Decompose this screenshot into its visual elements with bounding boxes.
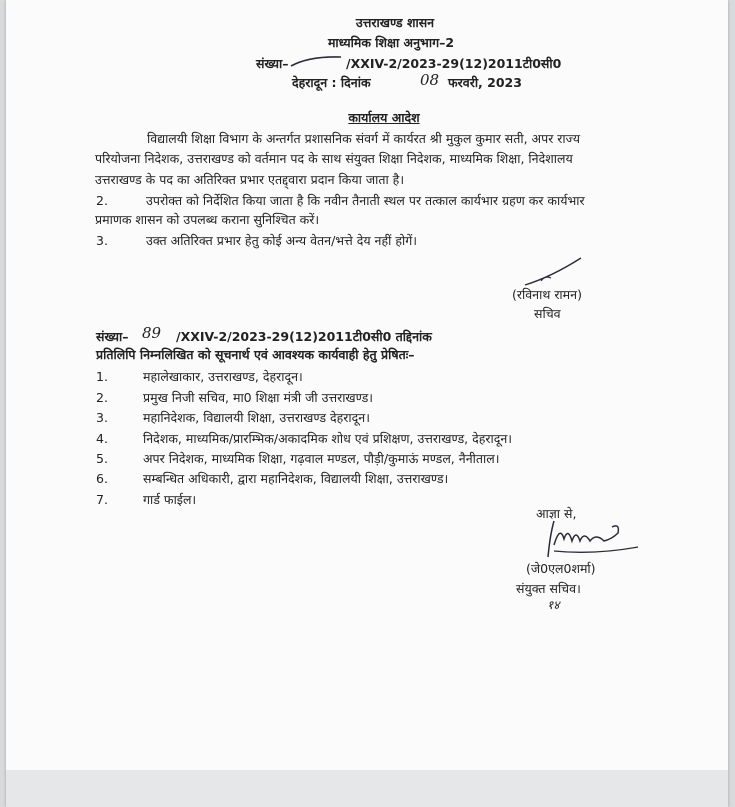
section-heading: माध्यमिक शिक्षा अनुभाग–2 xyxy=(327,35,455,50)
copy-item-number: 7. xyxy=(96,492,108,507)
para1-line2: परियोजना निदेशक, उत्तराखण्ड को वर्तमान पद के साथ संयुक्त शिक्षा निदेशक, माध्यमिक शिक्षा, निदेशालय xyxy=(95,151,573,166)
copy-item-text: निदेशक, माध्यमिक/प्रारम्भिक/अकादमिक शोध एवं प्रशिक्षण, उत्तराखण्ड, देहरादून। xyxy=(143,431,513,446)
copy-ref-label: संख्या– xyxy=(96,329,129,344)
para2-number: 2. xyxy=(96,193,108,208)
copy-ref-code: /XXIV-2/2023-29(12)2011टी0सी0 तद्दिनांक xyxy=(176,329,432,344)
govt-heading: उत्तराखण्ड शासन xyxy=(355,15,435,30)
signatory1-designation: सचिव xyxy=(534,306,561,321)
copy-item-number: 2. xyxy=(96,390,108,405)
page-bottom-shade xyxy=(6,770,728,807)
ref-code: /XXIV-2/2023-29(12)2011टी0सी0 xyxy=(346,56,562,71)
para2-line2: प्रमाणक शासन को उपलब्ध कराना सुनिश्चित करें। xyxy=(95,212,320,227)
copy-item-text: प्रमुख निजी सचिव, मा0 शिक्षा मंत्री जी उत्तराखण्ड। xyxy=(143,390,374,405)
para2-line1: उपरोक्त को निर्देशित किया जाता है कि नवीन तैनाती स्थल पर तत्काल कार्यभार ग्रहण कर कार्यभार xyxy=(146,193,585,208)
date-day-handwritten: 08 xyxy=(420,71,440,89)
copy-item-text: सम्बन्धित अधिकारी, द्वारा महानिदेशक, विद्यालयी शिक्षा, उत्तराखण्ड। xyxy=(143,471,449,486)
date-rest: फरवरी, 2023 xyxy=(448,75,522,90)
copy-ref-number-handwritten: 89 xyxy=(142,324,162,342)
copy-item-number: 6. xyxy=(96,471,108,486)
signature-2 xyxy=(534,515,646,565)
para1-line3: उत्तराखण्ड के पद का अतिरिक्त प्रभार एतद्द्वारा प्रदान किया जाता है। xyxy=(95,172,405,187)
para3-number: 3. xyxy=(96,233,108,248)
copy-item-number: 4. xyxy=(96,431,108,446)
copy-item-number: 1. xyxy=(96,369,108,384)
copy-item-number: 3. xyxy=(96,410,108,425)
signatory1-name: (रविनाथ रामन) xyxy=(512,287,582,302)
handwritten-note: १४ xyxy=(547,598,560,612)
signatory2-designation: संयुक्त सचिव। xyxy=(516,581,581,596)
para3-text: उक्त अतिरिक्त प्रभार हेतु कोई अन्य वेतन/भत्ते देय नहीं होगें। xyxy=(146,233,417,248)
copy-item-text: महालेखाकार, उत्तराखण्ड, देहरादून। xyxy=(143,369,303,384)
copy-intro: प्रतिलिपि निम्नलिखित को सूचनार्थ एवं आवश्यक कार्यवाही हेतु प्रेषितः– xyxy=(96,347,415,362)
para1-line1: विद्यालयी शिक्षा विभाग के अन्तर्गत प्रशासनिक संवर्ग में कार्यरत श्री मुकुल कुमार सती, अपर राज्य xyxy=(147,131,581,146)
date-label: देहरादून : दिनांक xyxy=(292,75,371,90)
order-title: कार्यालय आदेश xyxy=(348,110,420,125)
signatory2-name: (जे0एल0शर्मा) xyxy=(526,561,596,576)
copy-item-text: अपर निदेशक, माध्यमिक शिक्षा, गढ़वाल मण्डल, पौड़ी/कुमाऊं मण्डल, नैनीताल। xyxy=(143,451,500,466)
by-order-text: आज्ञा से, xyxy=(536,506,577,521)
handwritten-ref-stroke xyxy=(289,52,349,72)
copy-item-text: गार्ड फाईल। xyxy=(143,492,197,507)
copy-item-number: 5. xyxy=(96,451,108,466)
ref-label: संख्या– xyxy=(256,56,289,71)
copy-item-text: महानिदेशक, विद्यालयी शिक्षा, उत्तराखण्ड देहरादून। xyxy=(143,410,370,425)
document-page xyxy=(6,0,728,807)
